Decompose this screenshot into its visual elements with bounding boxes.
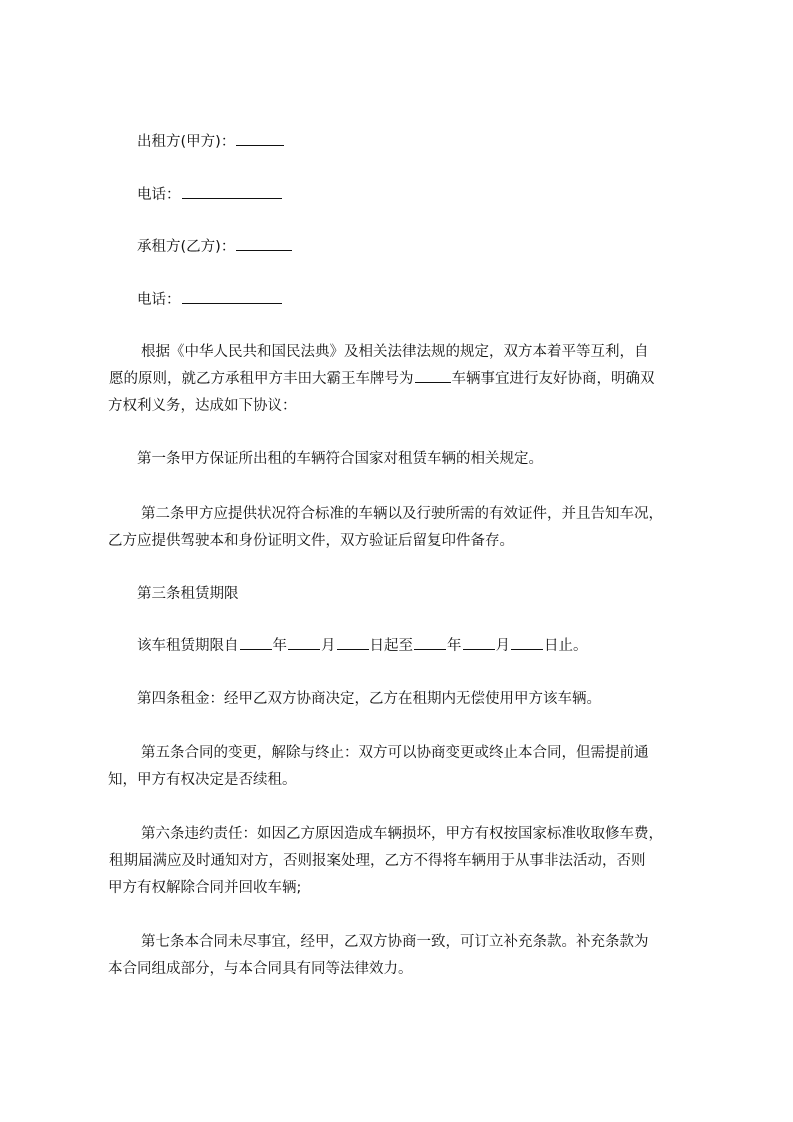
preamble-line-3: 方权利义务，达成如下协议： (108, 398, 297, 414)
article-6-line-2: 租期届满应及时通知对方，否则报案处理，乙方不得将车辆用于从事非法活动，否则 (109, 853, 646, 869)
lessor-line (137, 133, 285, 151)
article-2-line-1: 第二条甲方应提供状况符合标准的车辆以及行驶所需的有效证件，并且告知车况， (141, 506, 663, 522)
end-day-blank (511, 637, 543, 650)
article-3-title: 第三条租赁期限 (137, 586, 239, 602)
lessee-phone-line (137, 291, 283, 309)
article-4: 第四条租金：经甲乙双方协商决定，乙方在租期内无偿使用甲方该车辆。 (137, 691, 601, 707)
article-7-line-1: 第七条本合同未尽事宜，经甲，乙双方协商一致，可订立补充条款。补充条款为 (141, 934, 649, 950)
article-5-line-1: 第五条合同的变更，解除与终止：双方可以协商变更或终止本合同，但需提前通 (141, 745, 649, 761)
plate-number-blank (415, 370, 451, 383)
lessor-phone-label: 电话： (137, 187, 181, 203)
lessor-blank (236, 133, 284, 146)
article-6-line-1: 第六条违约责任：如因乙方原因造成车辆损坏，甲方有权按国家标准收取修车费， (141, 826, 663, 842)
end-month-blank (463, 637, 495, 650)
article-2-line-2: 乙方应提供驾驶本和身份证明文件，双方验证后留复印件备存。 (108, 533, 514, 549)
article-6-line-3: 甲方有权解除合同并回收车辆; (108, 880, 302, 896)
article-3-term: 该车租赁期限自 年 月 日起至 年 月 日止。 (137, 638, 588, 654)
preamble-line-2: 愿的原则，就乙方承租甲方丰田大霸王车牌号为 车辆事宜进行友好协商，明确双 (109, 371, 655, 387)
article-7-line-2: 本合同组成部分，与本合同具有同等法律效力。 (108, 961, 413, 977)
lessor-phone-blank (182, 186, 282, 199)
start-month-blank (288, 637, 320, 650)
lessee-label: 承租方(乙方)： (137, 239, 236, 255)
lessee-phone-label: 电话： (137, 292, 181, 308)
lessee-line (137, 238, 293, 256)
start-day-blank (337, 637, 369, 650)
lessor-phone-line (137, 186, 283, 204)
start-year-blank (240, 637, 272, 650)
article-5-line-2: 知，甲方有权决定是否续租。 (108, 772, 297, 788)
preamble-line-1: 根据《中华人民共和国民法典》及相关法律法规的规定，双方本着平等互利，自 (141, 344, 649, 360)
article-1: 第一条甲方保证所出租的车辆符合国家对租赁车辆的相关规定。 (137, 451, 543, 467)
lessee-blank (236, 238, 292, 251)
lessee-phone-blank (182, 291, 282, 304)
end-year-blank (414, 637, 446, 650)
lessor-label: 出租方(甲方)： (137, 134, 236, 150)
